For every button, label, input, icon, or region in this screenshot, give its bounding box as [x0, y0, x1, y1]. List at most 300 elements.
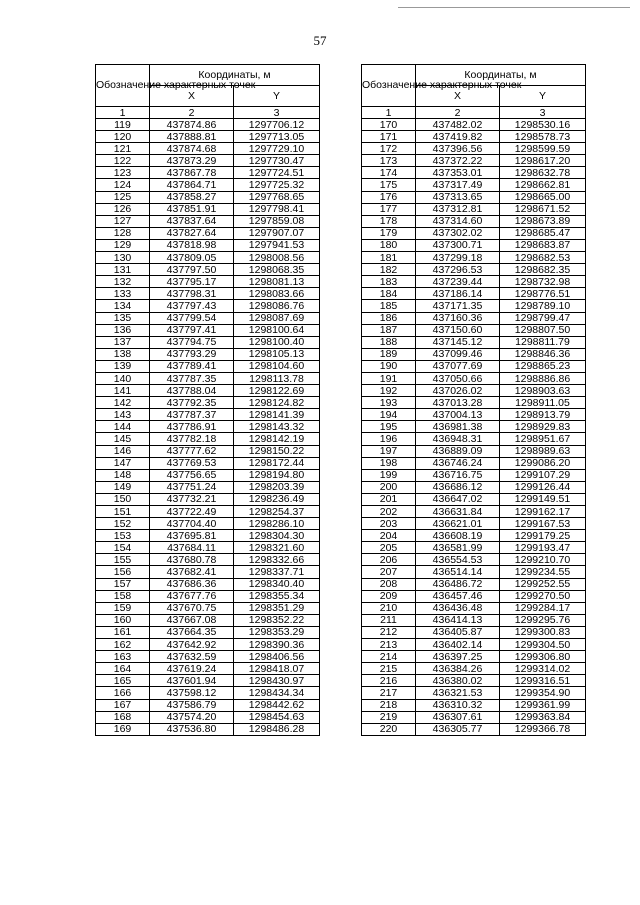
table-row [362, 457, 586, 469]
point-id-cell: 137 [96, 336, 150, 348]
table-row [362, 578, 586, 590]
y-coordinate-cell: 1298789.10 [500, 300, 586, 312]
table-row [362, 372, 586, 384]
table-row [96, 614, 320, 626]
x-coordinate-cell: 436305.77 [416, 723, 500, 735]
table-row [96, 566, 320, 578]
y-coordinate-cell: 1299306.80 [500, 651, 586, 663]
x-coordinate-cell: 437732.21 [150, 493, 234, 505]
x-coordinate-cell: 437077.69 [416, 360, 500, 372]
x-coordinate-cell: 437664.35 [150, 626, 234, 638]
table-row [96, 252, 320, 264]
table-row [362, 518, 586, 530]
table-row [96, 167, 320, 179]
y-coordinate-cell: 1298203.39 [234, 481, 320, 493]
x-coordinate-cell: 437858.27 [150, 191, 234, 203]
x-coordinate-cell: 437680.78 [150, 554, 234, 566]
point-id-cell: 146 [96, 445, 150, 457]
table-row [96, 300, 320, 312]
point-id-cell: 177 [362, 203, 416, 215]
table-row [96, 421, 320, 433]
point-id-cell: 155 [96, 554, 150, 566]
x-coordinate-cell: 436889.09 [416, 445, 500, 457]
y-coordinate-cell: 1297859.08 [234, 215, 320, 227]
y-coordinate-cell: 1298150.22 [234, 445, 320, 457]
x-coordinate-cell: 437722.49 [150, 506, 234, 518]
point-id-cell: 198 [362, 457, 416, 469]
x-coordinate-cell: 436608.19 [416, 530, 500, 542]
y-coordinate-cell: 1297706.12 [234, 119, 320, 131]
point-id-cell: 128 [96, 227, 150, 239]
point-id-cell: 179 [362, 227, 416, 239]
point-id-cell: 142 [96, 397, 150, 409]
point-id-cell: 205 [362, 542, 416, 554]
coordinates-table-right [361, 64, 586, 736]
x-coordinate-cell: 437013.28 [416, 397, 500, 409]
y-coordinate-cell: 1298083.66 [234, 288, 320, 300]
y-coordinate-cell: 1299167.53 [500, 518, 586, 530]
point-id-cell: 186 [362, 312, 416, 324]
y-coordinate-cell: 1298105.13 [234, 348, 320, 360]
header-col-number: 2 [150, 107, 234, 119]
table-row [96, 711, 320, 723]
x-coordinate-cell: 436414.13 [416, 614, 500, 626]
point-id-cell: 167 [96, 699, 150, 711]
y-coordinate-cell: 1298807.50 [500, 324, 586, 336]
point-id-cell: 201 [362, 493, 416, 505]
table-row [362, 312, 586, 324]
x-coordinate-cell: 437145.12 [416, 336, 500, 348]
table-row [96, 191, 320, 203]
point-id-cell: 172 [362, 143, 416, 155]
table-row [362, 324, 586, 336]
x-coordinate-cell: 437837.64 [150, 215, 234, 227]
y-coordinate-cell: 1299234.55 [500, 566, 586, 578]
x-coordinate-cell: 437874.68 [150, 143, 234, 155]
header-col-number: 3 [500, 107, 586, 119]
table-row [362, 239, 586, 251]
x-coordinate-cell: 437171.35 [416, 300, 500, 312]
y-coordinate-cell: 1298236.49 [234, 493, 320, 505]
table-row [362, 397, 586, 409]
x-coordinate-cell: 437798.31 [150, 288, 234, 300]
y-coordinate-cell: 1298100.64 [234, 324, 320, 336]
table-row [96, 312, 320, 324]
point-id-cell: 184 [362, 288, 416, 300]
y-coordinate-cell: 1298430.97 [234, 675, 320, 687]
x-coordinate-cell: 436486.72 [416, 578, 500, 590]
y-coordinate-cell: 1297725.32 [234, 179, 320, 191]
x-coordinate-cell: 436514.14 [416, 566, 500, 578]
table-row [96, 155, 320, 167]
point-id-cell: 159 [96, 602, 150, 614]
y-coordinate-cell: 1298390.36 [234, 639, 320, 651]
point-id-cell: 147 [96, 457, 150, 469]
header-coordinates: Координаты, м [416, 65, 586, 86]
point-id-cell: 163 [96, 651, 150, 663]
y-coordinate-cell: 1299354.90 [500, 687, 586, 699]
y-coordinate-cell: 1298486.28 [234, 723, 320, 735]
x-coordinate-cell: 436321.53 [416, 687, 500, 699]
point-id-cell: 131 [96, 264, 150, 276]
x-coordinate-cell: 437302.02 [416, 227, 500, 239]
point-id-cell: 180 [362, 239, 416, 251]
x-coordinate-cell: 437851.91 [150, 203, 234, 215]
table-row [96, 397, 320, 409]
y-coordinate-cell: 1298886.86 [500, 372, 586, 384]
point-id-cell: 219 [362, 711, 416, 723]
x-coordinate-cell: 437299.18 [416, 252, 500, 264]
y-coordinate-cell: 1298086.76 [234, 300, 320, 312]
x-coordinate-cell: 436948.31 [416, 433, 500, 445]
y-coordinate-cell: 1298321.60 [234, 542, 320, 554]
point-id-cell: 127 [96, 215, 150, 227]
table-row [362, 203, 586, 215]
y-coordinate-cell: 1298913.79 [500, 409, 586, 421]
y-coordinate-cell: 1298599.59 [500, 143, 586, 155]
y-coordinate-cell: 1298172.44 [234, 457, 320, 469]
x-coordinate-cell: 437396.56 [416, 143, 500, 155]
point-id-cell: 175 [362, 179, 416, 191]
x-coordinate-cell: 437313.65 [416, 191, 500, 203]
y-coordinate-cell: 1298617.20 [500, 155, 586, 167]
table-row [362, 699, 586, 711]
point-id-cell: 138 [96, 348, 150, 360]
point-id-cell: 144 [96, 421, 150, 433]
point-id-cell: 206 [362, 554, 416, 566]
y-coordinate-cell: 1298578.73 [500, 131, 586, 143]
table-row [96, 651, 320, 663]
point-id-cell: 132 [96, 276, 150, 288]
y-coordinate-cell: 1299316.51 [500, 675, 586, 687]
point-id-cell: 216 [362, 675, 416, 687]
header-designation: Обозначение характерных точек [362, 65, 416, 107]
table-row [96, 409, 320, 421]
y-coordinate-cell: 1299107.29 [500, 469, 586, 481]
y-coordinate-cell: 1299126.44 [500, 481, 586, 493]
x-coordinate-cell: 437704.40 [150, 518, 234, 530]
table-row [96, 493, 320, 505]
y-coordinate-cell: 1298732.98 [500, 276, 586, 288]
x-coordinate-cell: 437632.59 [150, 651, 234, 663]
x-coordinate-cell: 437160.36 [416, 312, 500, 324]
point-id-cell: 187 [362, 324, 416, 336]
point-id-cell: 136 [96, 324, 150, 336]
x-coordinate-cell: 436457.46 [416, 590, 500, 602]
table-row [96, 131, 320, 143]
x-coordinate-cell: 437794.75 [150, 336, 234, 348]
point-id-cell: 197 [362, 445, 416, 457]
x-coordinate-cell: 437239.44 [416, 276, 500, 288]
point-id-cell: 148 [96, 469, 150, 481]
table-row [362, 506, 586, 518]
point-id-cell: 215 [362, 663, 416, 675]
table-row [362, 179, 586, 191]
y-coordinate-cell: 1299193.47 [500, 542, 586, 554]
point-id-cell: 169 [96, 723, 150, 735]
y-coordinate-cell: 1299270.50 [500, 590, 586, 602]
point-id-cell: 125 [96, 191, 150, 203]
point-id-cell: 183 [362, 276, 416, 288]
point-id-cell: 192 [362, 385, 416, 397]
table-row [362, 409, 586, 421]
header-col-number: 1 [96, 107, 150, 119]
table-row [362, 215, 586, 227]
table-row [96, 602, 320, 614]
table-row [96, 433, 320, 445]
table-row [362, 167, 586, 179]
y-coordinate-cell: 1299179.25 [500, 530, 586, 542]
point-id-cell: 195 [362, 421, 416, 433]
table-row [96, 445, 320, 457]
x-coordinate-cell: 437026.02 [416, 385, 500, 397]
x-coordinate-cell: 437670.75 [150, 602, 234, 614]
table-row [362, 445, 586, 457]
table-row [362, 131, 586, 143]
table-row [96, 481, 320, 493]
x-coordinate-cell: 436384.26 [416, 663, 500, 675]
y-coordinate-cell: 1298530.16 [500, 119, 586, 131]
y-coordinate-cell: 1298100.40 [234, 336, 320, 348]
header-y: Y [500, 86, 586, 107]
y-coordinate-cell: 1299149.51 [500, 493, 586, 505]
y-coordinate-cell: 1297941.53 [234, 239, 320, 251]
table-row [362, 155, 586, 167]
table-row [362, 360, 586, 372]
point-id-cell: 178 [362, 215, 416, 227]
point-id-cell: 204 [362, 530, 416, 542]
table-row [96, 687, 320, 699]
x-coordinate-cell: 437598.12 [150, 687, 234, 699]
table-row [96, 360, 320, 372]
point-id-cell: 218 [362, 699, 416, 711]
point-id-cell: 122 [96, 155, 150, 167]
point-id-cell: 157 [96, 578, 150, 590]
table-row [362, 723, 586, 735]
y-coordinate-cell: 1298104.60 [234, 360, 320, 372]
x-coordinate-cell: 437797.50 [150, 264, 234, 276]
point-id-cell: 133 [96, 288, 150, 300]
table-row [362, 602, 586, 614]
y-coordinate-cell: 1299252.55 [500, 578, 586, 590]
x-coordinate-cell: 437296.53 [416, 264, 500, 276]
point-id-cell: 149 [96, 481, 150, 493]
point-id-cell: 199 [362, 469, 416, 481]
point-id-cell: 208 [362, 578, 416, 590]
y-coordinate-cell: 1297798.41 [234, 203, 320, 215]
point-id-cell: 158 [96, 590, 150, 602]
x-coordinate-cell: 437682.41 [150, 566, 234, 578]
y-coordinate-cell: 1297907.07 [234, 227, 320, 239]
x-coordinate-cell: 437782.18 [150, 433, 234, 445]
x-coordinate-cell: 437574.20 [150, 711, 234, 723]
x-coordinate-cell: 436621.01 [416, 518, 500, 530]
table-row [96, 554, 320, 566]
point-id-cell: 124 [96, 179, 150, 191]
point-id-cell: 190 [362, 360, 416, 372]
point-id-cell: 166 [96, 687, 150, 699]
x-coordinate-cell: 437586.79 [150, 699, 234, 711]
y-coordinate-cell: 1298434.34 [234, 687, 320, 699]
table-row [362, 336, 586, 348]
x-coordinate-cell: 437873.29 [150, 155, 234, 167]
point-id-cell: 220 [362, 723, 416, 735]
x-coordinate-cell: 437317.49 [416, 179, 500, 191]
table-row [362, 626, 586, 638]
point-id-cell: 152 [96, 518, 150, 530]
header-col-number: 3 [234, 107, 320, 119]
table-row [96, 288, 320, 300]
x-coordinate-cell: 436981.38 [416, 421, 500, 433]
coordinates-table-left [95, 64, 320, 736]
y-coordinate-cell: 1299304.50 [500, 639, 586, 651]
point-id-cell: 160 [96, 614, 150, 626]
point-id-cell: 212 [362, 626, 416, 638]
table-row [96, 530, 320, 542]
x-coordinate-cell: 437312.81 [416, 203, 500, 215]
x-coordinate-cell: 437642.92 [150, 639, 234, 651]
y-coordinate-cell: 1297713.05 [234, 131, 320, 143]
y-coordinate-cell: 1297768.65 [234, 191, 320, 203]
y-coordinate-cell: 1298776.51 [500, 288, 586, 300]
y-coordinate-cell: 1298442.62 [234, 699, 320, 711]
x-coordinate-cell: 436310.32 [416, 699, 500, 711]
table-row [362, 554, 586, 566]
y-coordinate-cell: 1298286.10 [234, 518, 320, 530]
table-row [96, 348, 320, 360]
table-row [362, 252, 586, 264]
y-coordinate-cell: 1297724.51 [234, 167, 320, 179]
y-coordinate-cell: 1298353.29 [234, 626, 320, 638]
x-coordinate-cell: 437601.94 [150, 675, 234, 687]
x-coordinate-cell: 436436.48 [416, 602, 500, 614]
point-id-cell: 135 [96, 312, 150, 324]
point-id-cell: 141 [96, 385, 150, 397]
header-coordinates: Координаты, м [150, 65, 320, 86]
y-coordinate-cell: 1299210.70 [500, 554, 586, 566]
table-row [362, 119, 586, 131]
y-coordinate-cell: 1299363.84 [500, 711, 586, 723]
point-id-cell: 156 [96, 566, 150, 578]
x-coordinate-cell: 437788.04 [150, 385, 234, 397]
point-id-cell: 151 [96, 506, 150, 518]
point-id-cell: 181 [362, 252, 416, 264]
table-row [362, 227, 586, 239]
x-coordinate-cell: 437482.02 [416, 119, 500, 131]
point-id-cell: 191 [362, 372, 416, 384]
x-coordinate-cell: 437619.24 [150, 663, 234, 675]
y-coordinate-cell: 1297729.10 [234, 143, 320, 155]
point-id-cell: 185 [362, 300, 416, 312]
table-body-left [96, 119, 320, 736]
y-coordinate-cell: 1298685.47 [500, 227, 586, 239]
y-coordinate-cell: 1298340.40 [234, 578, 320, 590]
y-coordinate-cell: 1298911.05 [500, 397, 586, 409]
table-row [96, 203, 320, 215]
x-coordinate-cell: 437874.86 [150, 119, 234, 131]
point-id-cell: 162 [96, 639, 150, 651]
x-coordinate-cell: 437667.08 [150, 614, 234, 626]
y-coordinate-cell: 1299295.76 [500, 614, 586, 626]
y-coordinate-cell: 1298355.34 [234, 590, 320, 602]
point-id-cell: 123 [96, 167, 150, 179]
table-row [362, 385, 586, 397]
table-row [362, 675, 586, 687]
y-coordinate-cell: 1299366.78 [500, 723, 586, 735]
x-coordinate-cell: 437827.64 [150, 227, 234, 239]
table-row [96, 590, 320, 602]
table-row [96, 506, 320, 518]
y-coordinate-cell: 1298351.29 [234, 602, 320, 614]
point-id-cell: 168 [96, 711, 150, 723]
point-id-cell: 196 [362, 433, 416, 445]
x-coordinate-cell: 437888.81 [150, 131, 234, 143]
point-id-cell: 211 [362, 614, 416, 626]
table-row [362, 651, 586, 663]
point-id-cell: 213 [362, 639, 416, 651]
x-coordinate-cell: 436554.53 [416, 554, 500, 566]
point-id-cell: 129 [96, 239, 150, 251]
x-coordinate-cell: 437353.01 [416, 167, 500, 179]
y-coordinate-cell: 1298951.67 [500, 433, 586, 445]
y-coordinate-cell: 1298124.82 [234, 397, 320, 409]
table-row [96, 372, 320, 384]
x-coordinate-cell: 437300.71 [416, 239, 500, 251]
table-row [96, 639, 320, 651]
point-id-cell: 143 [96, 409, 150, 421]
y-coordinate-cell: 1298068.35 [234, 264, 320, 276]
y-coordinate-cell: 1298929.83 [500, 421, 586, 433]
header-col-number: 2 [416, 107, 500, 119]
x-coordinate-cell: 436631.84 [416, 506, 500, 518]
point-id-cell: 207 [362, 566, 416, 578]
x-coordinate-cell: 437789.41 [150, 360, 234, 372]
table-row [96, 264, 320, 276]
y-coordinate-cell: 1298337.71 [234, 566, 320, 578]
point-id-cell: 150 [96, 493, 150, 505]
point-id-cell: 202 [362, 506, 416, 518]
x-coordinate-cell: 436746.24 [416, 457, 500, 469]
table-row [362, 433, 586, 445]
point-id-cell: 194 [362, 409, 416, 421]
x-coordinate-cell: 437314.60 [416, 215, 500, 227]
x-coordinate-cell: 436402.14 [416, 639, 500, 651]
y-coordinate-cell: 1298673.89 [500, 215, 586, 227]
table-row [362, 711, 586, 723]
y-coordinate-cell: 1298143.32 [234, 421, 320, 433]
point-id-cell: 189 [362, 348, 416, 360]
x-coordinate-cell: 437756.65 [150, 469, 234, 481]
table-row [96, 119, 320, 131]
point-id-cell: 165 [96, 675, 150, 687]
y-coordinate-cell: 1298683.87 [500, 239, 586, 251]
table-row [96, 457, 320, 469]
table-row [362, 143, 586, 155]
y-coordinate-cell: 1298194.80 [234, 469, 320, 481]
y-coordinate-cell: 1298352.22 [234, 614, 320, 626]
table-row [96, 215, 320, 227]
x-coordinate-cell: 437099.46 [416, 348, 500, 360]
x-coordinate-cell: 437795.17 [150, 276, 234, 288]
y-coordinate-cell: 1298406.56 [234, 651, 320, 663]
y-coordinate-cell: 1298008.56 [234, 252, 320, 264]
x-coordinate-cell: 437695.81 [150, 530, 234, 542]
y-coordinate-cell: 1298811.79 [500, 336, 586, 348]
y-coordinate-cell: 1298682.53 [500, 252, 586, 264]
table-row [362, 300, 586, 312]
x-coordinate-cell: 437787.37 [150, 409, 234, 421]
point-id-cell: 120 [96, 131, 150, 143]
